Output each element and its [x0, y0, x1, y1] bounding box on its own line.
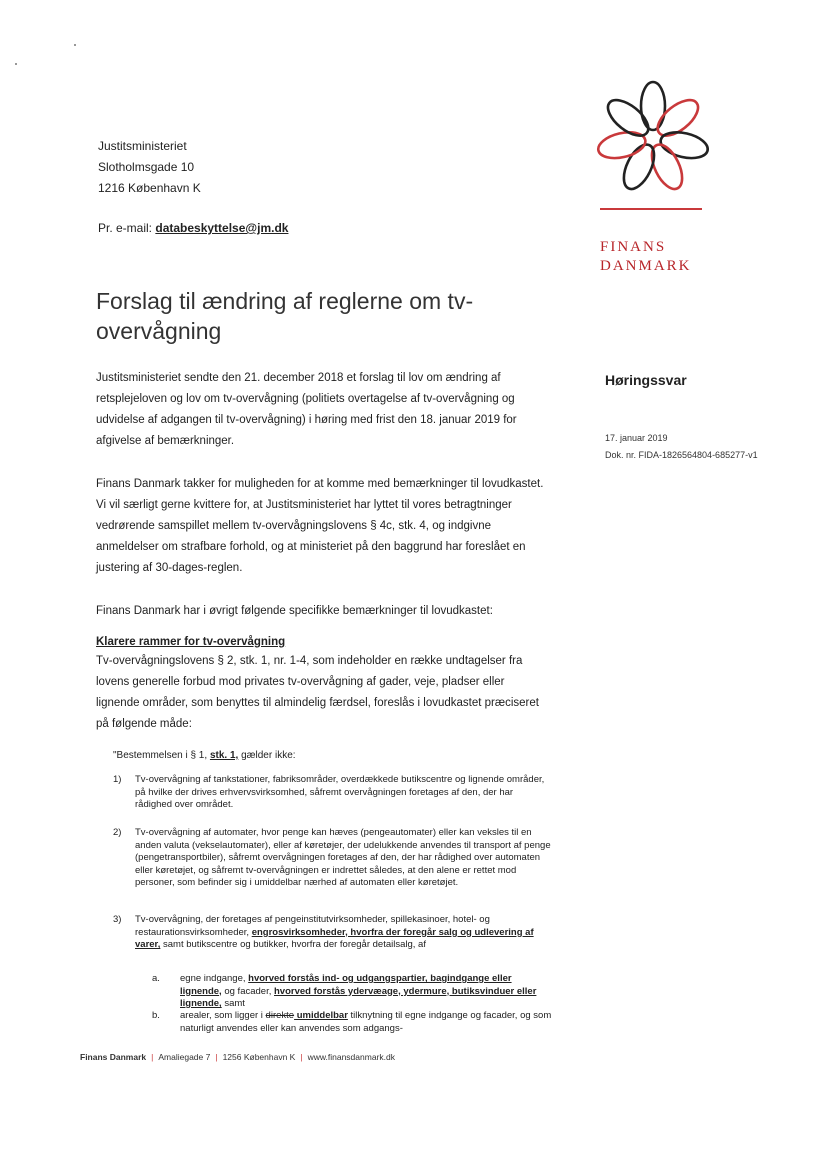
email-link[interactable]: databeskyttelse@jm.dk: [155, 221, 289, 235]
paragraph: Finans Danmark har i øvrigt følgende specifikke bemærkninger til lovudkastet:: [96, 605, 493, 617]
item-number: 3): [113, 914, 122, 925]
section-heading: Klarere rammer for tv-overvågning: [96, 636, 286, 648]
page-title: Forslag til ændring af reglerne om tv-overvågning: [96, 288, 474, 344]
brand-line: DANMARK: [600, 258, 692, 274]
footer-separator: |: [151, 1052, 154, 1062]
footer-city: 1256 København K: [222, 1052, 296, 1062]
item-number: 2): [113, 827, 122, 838]
item-text: Tv-overvågning af tankstationer, fabriksområder, overdækkede butikscentre og lignende områder, på hvilke der drives erhvervsvirksomhed, såfremt overvågningen foretages af den, der har rådighed over området.: [135, 774, 545, 810]
document-date: 17. januar 2019: [605, 433, 668, 443]
brand-line: FINANS: [600, 239, 667, 255]
email-line: [98, 221, 288, 235]
inserted-text: umiddelbar: [294, 1010, 348, 1021]
address-line: Justitsministeriet: [98, 139, 187, 153]
item-text-part: samt butikscentre og butikker, hvorfra der foregår detailsalg, af: [160, 939, 426, 950]
recipient-address: [98, 136, 201, 199]
inserted-text: hvorved forstås ydervæage, ydermure, butiksvinduer eller lignende,: [180, 985, 537, 1009]
sub-item-letter: b.: [152, 1010, 160, 1021]
sub-item-letter: a.: [152, 973, 160, 984]
address-line: Slotholmsgade 10: [98, 160, 195, 174]
footer-website[interactable]: www.finansdanmark.dk: [307, 1052, 395, 1062]
paragraph: Tv-overvågningslovens § 2, stk. 1, nr. 1-4, som indeholder en række undtagelser fra lovens generelle forbud mod privates tv-overvågning af gader, veje, pladser eller lignende områder, som benyttes til almindelig færdsel, foreslås i lovudkastet præciseret på følgende måde:: [96, 655, 539, 730]
finans-danmark-logo-icon: [595, 76, 711, 200]
quote-intro: [113, 750, 296, 761]
paragraph: Justitsministeriet sendte den 21. december 2018 et forslag til lov om ændring af retsplejeloven og lov om tv-overvågning (politiets overtagelse af tv-overvågning og udvidelse af adgangen til tv-overvågning) i høring med frist den 18. januar 2019 for afgivelse af bemærkninger.: [96, 372, 517, 447]
inserted-text: engrosvirksomheder, hvorfra der foregår salg og udlevering af varer,: [135, 926, 534, 950]
footer-separator: |: [215, 1052, 218, 1062]
sub-item-text: [180, 1010, 552, 1035]
email-prefix: Pr. e-mail:: [98, 221, 156, 235]
brand-name: [600, 238, 692, 276]
logo-divider: [600, 208, 702, 210]
item-number: 1): [113, 774, 122, 785]
quote-text: gælder ikke:: [238, 750, 296, 761]
quote-text: "Bestemmelsen i § 1,: [113, 750, 210, 761]
item-text-part: Tv-overvågning, der foretages af pengeinstitutvirksomheder, spillekasinoer, hotel- og restaurationsvirksomheder,: [135, 914, 490, 938]
scan-speck: [74, 44, 76, 46]
page-footer: [80, 1052, 395, 1062]
sub-text-part: egne indgange,: [180, 973, 249, 984]
address-line: 1216 København K: [98, 181, 201, 195]
inserted-text: stk. 1,: [209, 750, 239, 761]
scan-speck: [15, 63, 17, 65]
deleted-text: direkte: [265, 1010, 295, 1021]
sub-text-part: og facader,: [221, 985, 274, 997]
document-number: Dok. nr. FIDA-1826564804-685277-v1: [605, 450, 758, 460]
sub-item-text: [180, 973, 552, 1011]
item-text: Tv-overvågning af automater, hvor penge kan hæves (pengeautomater) eller kan veksles til en anden valuta (vekselautomater), eller af køretøjer, der udelukkende anvendes til transport af penge (pengetransportbiler), såfremt overvågningen foretages af den, der har rådighed over automaten eller køretøjet, og såfremt tv-overvågningen er indrettet således, at den alene er rettet mod personer, som befinder sig i umiddelbar nærhed af automaten eller køretøjet.: [135, 827, 551, 888]
footer-org: Finans Danmark: [80, 1052, 147, 1062]
item-text: [135, 914, 551, 952]
footer-separator: |: [300, 1052, 303, 1062]
footer-address: Amaliegade 7: [158, 1052, 211, 1062]
document-type: Høringssvar: [605, 372, 687, 388]
document-meta: [605, 430, 765, 464]
sub-text-part: tilknytning til egne indgange og facader, og som naturligt anvendes eller kan anvendes som adgangs-: [180, 1010, 552, 1034]
paragraph: Finans Danmark takker for muligheden for at komme med bemærkninger til lovudkastet. Vi vil særligt gerne kvittere for, at Justitsministeriet har lyttet til vores betragtninger vedrørende samspillet mellem tv-overvågningslovens § 4c, stk. 4, og indgivne anmeldelser om strafbare forhold, og at ministeriet på den baggrund har foreslået en justering af 30-dages-reglen.: [96, 478, 544, 574]
sub-text-part: arealer, som ligger i: [180, 1010, 266, 1021]
sub-text-part: samt: [221, 998, 245, 1009]
inserted-text: hvorved forstås ind- og udgangspartier, bagindgange eller lignende,: [180, 973, 512, 997]
